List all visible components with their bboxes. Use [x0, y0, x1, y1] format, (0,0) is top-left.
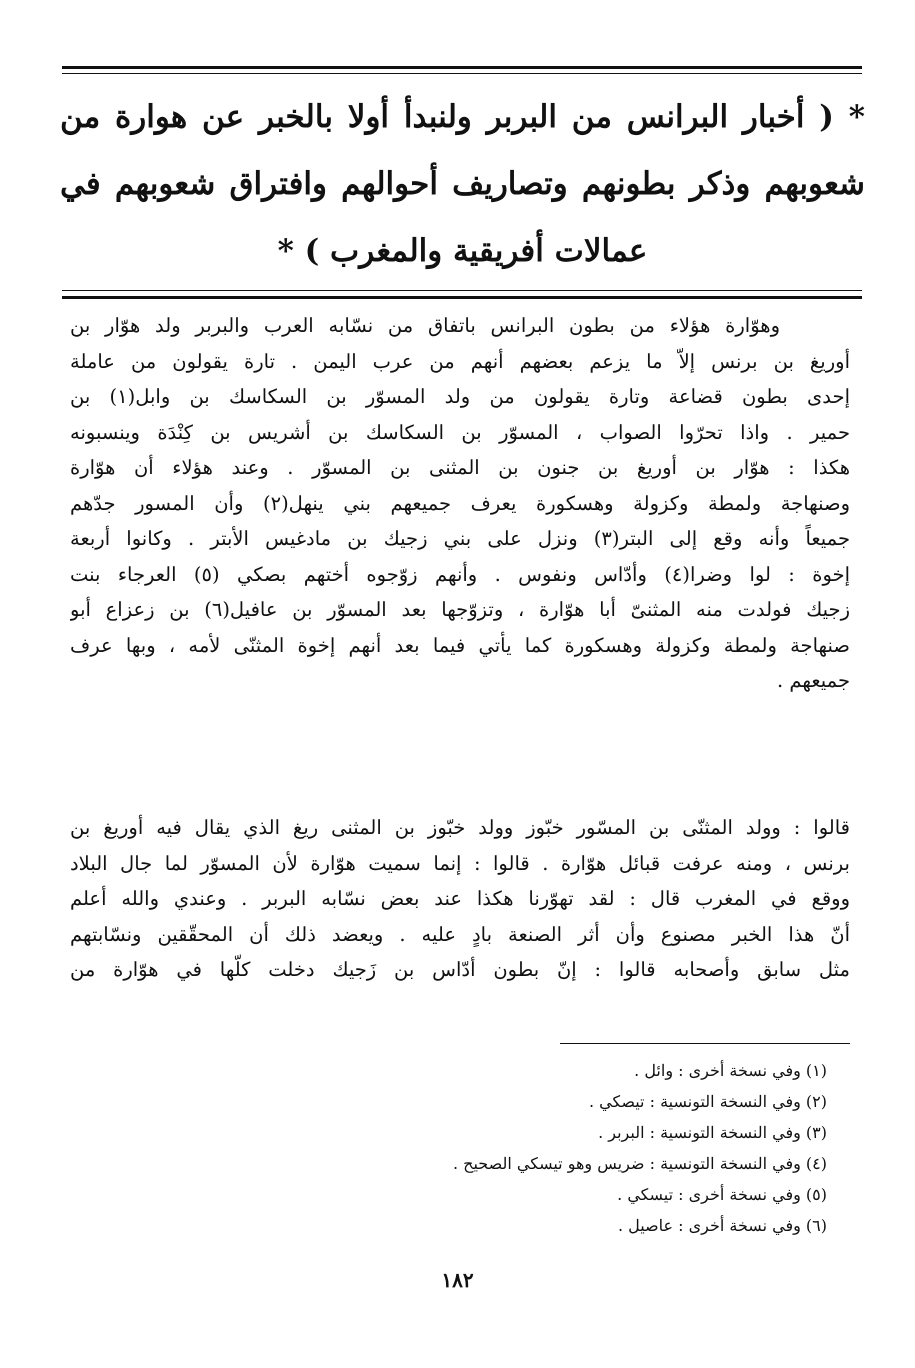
title-line-1: * ( أخبار البرانس من البربر ولنبدأ أولا بالخبر عن هوارة من	[60, 99, 865, 135]
text-line: صنهاجة ولمطة وكزولة وهسكورة كما يأتي فيما بعد أنهم إخوة المثنّى لأمه ، وبها عرف	[70, 633, 850, 657]
header-rule-top	[62, 66, 862, 69]
footnote-3: (٣) وفي النسخة التونسية : البربر .	[598, 1123, 827, 1142]
footnote-5: (٥) وفي نسخة أخرى : تيسكي .	[617, 1185, 827, 1204]
paragraph-1	[70, 308, 850, 699]
text-line: أنّ هذا الخبر مصنوع وأن أثر الصنعة بادٍ عليه . ويعضد ذلك أن المحقّقين ونسّابتهم	[70, 922, 850, 946]
footnote-separator	[560, 1043, 850, 1044]
text-line: قالوا : وولد المثنّى بن المسّور خبّوز وولد خبّوز بن المثنى ريغ الذي يقال فيه أوريغ بن	[70, 816, 850, 839]
text-line: زجيك فولدت منه المثنىّ أبا هوّارة ، وتزوّجها بعد المسوّر بن عافيل(٦) بن زعزاع أبو	[70, 598, 850, 621]
text-line: حمير . واذا تحرّوا الصواب ، المسوّر بن السكاسك بن أشريس بن كِنْدَة وينسبونه	[70, 420, 850, 444]
footnote-4: (٤) وفي النسخة التونسية : ضريس وهو تيسكي الصحيح .	[452, 1154, 827, 1173]
text-line: مثل سابق وأصحابه قالوا : إنّ بطون أدّاس بن زَجيك دخلت كلّها في هوّارة من	[70, 958, 850, 981]
title-line-3: عمالات أفريقية والمغرب ) *	[277, 233, 648, 269]
text-line: أوريغ بن برنس إلاّ ما يزعم بعضهم أنهم من عرب اليمن . تارة يقولون من عاملة	[70, 349, 850, 373]
header-rule-bottom	[62, 296, 862, 299]
text-line: إحدى بطون قضاعة وتارة يقولون من ولد المسوّر بن السكاسك بن وابل(١) بن	[70, 385, 850, 408]
header-rule-top-thin	[62, 73, 862, 74]
footnote-2: (٢) وفي النسخة التونسية : تيصكي .	[589, 1092, 827, 1111]
text-line: جميعهم .	[777, 669, 850, 692]
footnote-6: (٦) وفي نسخة أخرى : عاصيل .	[617, 1216, 827, 1235]
text-line: إخوة : لوا وضرا(٤) وأدّاس ونفوس . وأنهم زوّجوه أختهم بصكي (٥) العرجاء بنت	[70, 562, 850, 586]
header-rule-bottom-thin	[62, 290, 862, 291]
footnote-1: (١) وفي نسخة أخرى : وائل .	[634, 1061, 827, 1080]
title-line-2: شعوبهم وذكر بطونهم وتصاريف أحوالهم وافتراق شعوبهم في	[60, 166, 865, 202]
footnotes	[267, 1055, 827, 1241]
text-line: هكذا : هوّار بن أوريغ بن جنون بن المثنى بن المسوّر . وعند هؤلاء أن هوّارة	[70, 456, 850, 479]
page-number: ١٨٢	[441, 1268, 474, 1292]
text-line: ووقع في المغرب قال : لقد تهوّرنا هكذا عند بعض نسّابه البربر . وعندي والله أعلم	[70, 887, 850, 910]
text-line: وهوّارة هؤلاء من بطون البرانس باتفاق من نسّابه العرب والبربر ولد هوّار بن	[70, 314, 780, 337]
section-title	[60, 84, 865, 285]
text-line: برنس ، ومنه عرفت قبائل هوّارة . قالوا : إنما سميت هوّارة لأن المسوّر لما جال البلاد	[70, 851, 850, 875]
paragraph-2	[70, 810, 850, 988]
text-line: وصنهاجة ولمطة وكزولة وهسكورة يعرف جميعهم بني ينهل(٢) وأن المسور جدّهم	[70, 491, 850, 515]
text-line: جميعاً وأنه وقع إلى البتر(٣) ونزل على بني زجيك بن مادغيس الأبتر . وكانوا أربعة	[70, 527, 850, 550]
